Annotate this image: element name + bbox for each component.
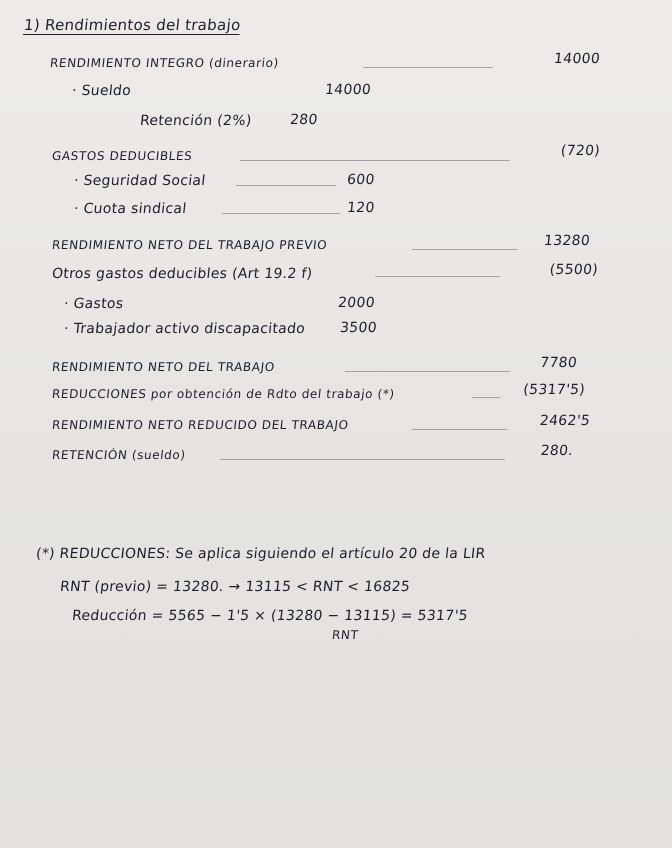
- rendimiento-neto-previo-value: 13280: [543, 233, 591, 249]
- note-rnt-sub: RNT: [331, 628, 360, 642]
- leader-dashes: [345, 371, 510, 372]
- leader-dashes: [236, 185, 336, 186]
- leader-dashes: [222, 213, 340, 214]
- retencion-2-label: Retención (2%): [139, 113, 253, 129]
- trabajador-discapacitado-value: 3500: [339, 320, 378, 336]
- sueldo-value: 14000: [324, 82, 372, 98]
- rendimiento-neto-label: RENDIMIENTO NETO DEL TRABAJO: [51, 360, 276, 374]
- otros-gastos-value: (5500): [548, 262, 599, 278]
- rendimiento-neto-reducido-label: RENDIMIENTO NETO REDUCIDO DEL TRABAJO: [51, 418, 350, 432]
- cuota-sindical-label: · Cuota sindical: [73, 201, 188, 217]
- gastos-deducibles-label: GASTOS DEDUCIBLES: [51, 149, 194, 163]
- retencion-sueldo-label: RETENCIÓN (sueldo): [51, 448, 187, 462]
- leader-dashes: [472, 397, 500, 398]
- leader-dashes: [412, 429, 507, 430]
- leader-dashes: [220, 459, 505, 460]
- rendimiento-neto-value: 7780: [539, 355, 578, 371]
- sueldo-label: · Sueldo: [71, 83, 132, 99]
- trabajador-discapacitado-label: · Trabajador activo discapacitado: [63, 321, 306, 337]
- note-rnt-line: RNT (previo) = 13280. → 13115 < RNT < 16825: [59, 579, 411, 595]
- reducciones-obtencion-label: REDUCCIONES por obtención de Rdto del trabajo (*): [51, 387, 396, 401]
- leader-dashes: [412, 249, 517, 250]
- rendimiento-integro-value: 14000: [553, 51, 601, 67]
- section-title: 1) Rendimientos del trabajo: [23, 16, 242, 34]
- seguridad-social-label: · Seguridad Social: [73, 173, 207, 189]
- cuota-sindical-value: 120: [346, 200, 376, 216]
- reducciones-obtencion-value: (5317'5): [522, 382, 586, 398]
- retencion-2-value: 280: [289, 112, 319, 128]
- retencion-sueldo-value: 280.: [539, 443, 574, 459]
- leader-dashes: [240, 160, 510, 161]
- note-heading: (*) REDUCCIONES: Se aplica siguiendo el artículo 20 de la LIR: [35, 546, 487, 562]
- leader-dashes: [363, 67, 493, 68]
- seguridad-social-value: 600: [346, 172, 376, 188]
- gastos-deducibles-value: (720): [560, 143, 601, 159]
- gastos-label: · Gastos: [63, 296, 125, 312]
- note-reduccion-line: Reducción = 5565 − 1'5 × (13280 − 13115) = 5317'5: [71, 608, 469, 624]
- leader-dashes: [375, 276, 500, 277]
- rendimiento-neto-previo-label: RENDIMIENTO NETO DEL TRABAJO PREVIO: [51, 238, 328, 252]
- rendimiento-neto-reducido-value: 2462'5: [538, 413, 591, 429]
- gastos-value: 2000: [337, 295, 376, 311]
- otros-gastos-label: Otros gastos deducibles (Art 19.2 f): [51, 266, 314, 282]
- rendimiento-integro-label: RENDIMIENTO INTEGRO (dinerario): [49, 56, 280, 70]
